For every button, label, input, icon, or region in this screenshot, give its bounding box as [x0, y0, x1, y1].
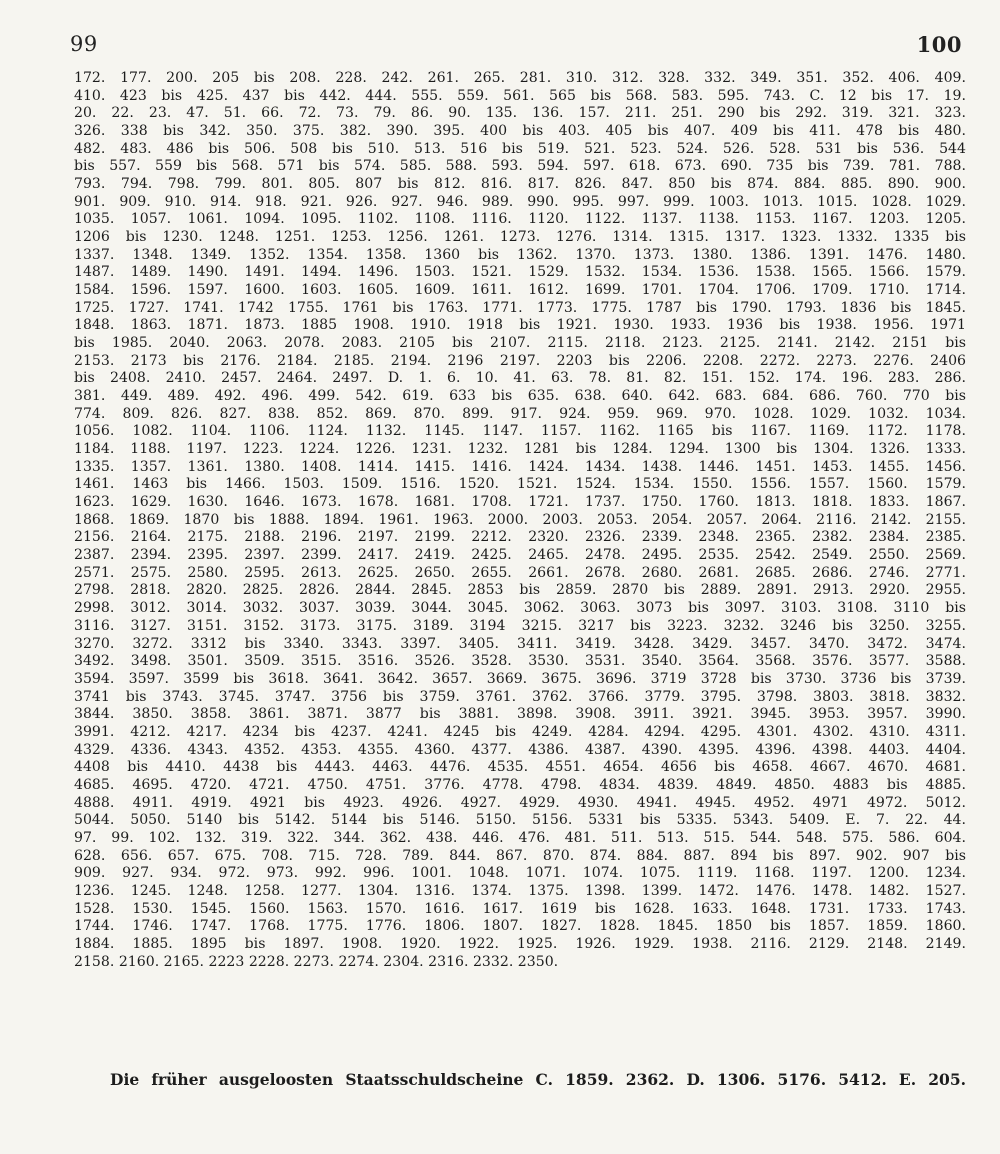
- left-page-number: 99: [70, 32, 98, 56]
- text-line: 1487. 1489. 1490. 1491. 1494. 1496. 1503. 1521. 1529. 1532. 1534. 1536. 1538. 1565. 1566. 1579.: [74, 264, 966, 281]
- text-line: 3844. 3850. 3858. 3861. 3871. 3877 bis 3881. 3898. 3908. 3911. 3921. 3945. 3953. 3957. 3990.: [74, 706, 966, 723]
- text-line: 628. 656. 657. 675. 708. 715. 728. 789. 844. 867. 870. 874. 884. 887. 894 bis 897. 902. 907 bis: [74, 847, 966, 864]
- text-line: 410. 423 bis 425. 437 bis 442. 444. 555. 559. 561. 565 bis 568. 583. 595. 743. C. 12 bis 17. 19.: [74, 87, 966, 104]
- text-line: 1337. 1348. 1349. 1352. 1354. 1358. 1360 bis 1362. 1370. 1373. 1380. 1386. 1391. 1476. 1480.: [74, 246, 966, 263]
- text-line: 793. 794. 798. 799. 801. 805. 807 bis 812. 816. 817. 826. 847. 850 bis 874. 884. 885. 890. 900.: [74, 176, 966, 193]
- text-line: 1335. 1357. 1361. 1380. 1408. 1414. 1415. 1416. 1424. 1434. 1438. 1446. 1451. 1453. 1455. 1456.: [74, 458, 966, 475]
- text-line: 326. 338 bis 342. 350. 375. 382. 390. 395. 400 bis 403. 405 bis 407. 409 bis 411. 478 bis 480.: [74, 123, 966, 140]
- text-line: 20. 22. 23. 47. 51. 66. 72. 73. 79. 86. 90. 135. 136. 157. 211. 251. 290 bis 292. 319. 321. 323.: [74, 105, 966, 122]
- text-line: 1744. 1746. 1747. 1768. 1775. 1776. 1806. 1807. 1827. 1828. 1845. 1850 bis 1857. 1859. 1860.: [74, 918, 966, 935]
- footer-note: Die früher ausgeloosten Staatsschuldscheine C. 1859. 2362. D. 1306. 5176. 5412. E. 205.: [110, 1070, 966, 1089]
- text-line: 3991. 4212. 4217. 4234 bis 4237. 4241. 4245 bis 4249. 4284. 4294. 4295. 4301. 4302. 4310. 4311.: [74, 723, 966, 740]
- text-line: 5044. 5050. 5140 bis 5142. 5144 bis 5146. 5150. 5156. 5331 bis 5335. 5343. 5409. E. 7. 22. 44.: [74, 812, 966, 829]
- text-line: 2571. 2575. 2580. 2595. 2613. 2625. 2650. 2655. 2661. 2678. 2680. 2681. 2685. 2686. 2746. 2771.: [74, 564, 966, 581]
- text-line: 4408 bis 4410. 4438 bis 4443. 4463. 4476. 4535. 4551. 4654. 4656 bis 4658. 4667. 4670. 4681.: [74, 759, 966, 776]
- text-line: 1056. 1082. 1104. 1106. 1124. 1132. 1145. 1147. 1157. 1162. 1165 bis 1167. 1169. 1172. 1178.: [74, 423, 966, 440]
- text-line: 2798. 2818. 2820. 2825. 2826. 2844. 2845. 2853 bis 2859. 2870 bis 2889. 2891. 2913. 2920. 2955.: [74, 582, 966, 599]
- text-line: bis 2408. 2410. 2457. 2464. 2497. D. 1. 6. 10. 41. 63. 78. 81. 82. 151. 152. 174. 196. 283. 286.: [74, 370, 966, 387]
- text-line: 3594. 3597. 3599 bis 3618. 3641. 3642. 3657. 3669. 3675. 3696. 3719 3728 bis 3730. 3736 bis 3739.: [74, 670, 966, 687]
- right-page-number: 100: [916, 32, 962, 57]
- text-line: 1584. 1596. 1597. 1600. 1603. 1605. 1609. 1611. 1612. 1699. 1701. 1704. 1706. 1709. 1710. 1714.: [74, 282, 966, 299]
- text-line: 1528. 1530. 1545. 1560. 1563. 1570. 1616. 1617. 1619 bis 1628. 1633. 1648. 1731. 1733. 1743.: [74, 900, 966, 917]
- text-line: 3116. 3127. 3151. 3152. 3173. 3175. 3189. 3194 3215. 3217 bis 3223. 3232. 3246 bis 3250. 3255.: [74, 617, 966, 634]
- text-line: 2156. 2164. 2175. 2188. 2196. 2197. 2199. 2212. 2320. 2326. 2339. 2348. 2365. 2382. 2384. 2385.: [74, 529, 966, 546]
- text-line: 1461. 1463 bis 1466. 1503. 1509. 1516. 1520. 1521. 1524. 1534. 1550. 1556. 1557. 1560. 1579.: [74, 476, 966, 493]
- text-line: 1184. 1188. 1197. 1223. 1224. 1226. 1231. 1232. 1281 bis 1284. 1294. 1300 bis 1304. 1326. 1333.: [74, 441, 966, 458]
- text-line: 1848. 1863. 1871. 1873. 1885 1908. 1910. 1918 bis 1921. 1930. 1933. 1936 bis 1938. 1956. 1971: [74, 317, 966, 334]
- text-line: 2153. 2173 bis 2176. 2184. 2185. 2194. 2196 2197. 2203 bis 2206. 2208. 2272. 2273. 2276. 2406: [74, 352, 966, 369]
- text-line: 3741 bis 3743. 3745. 3747. 3756 bis 3759. 3761. 3762. 3766. 3779. 3795. 3798. 3803. 3818. 3832.: [74, 688, 966, 705]
- text-line: 1868. 1869. 1870 bis 1888. 1894. 1961. 1963. 2000. 2003. 2053. 2054. 2057. 2064. 2116. 2142. 2155.: [74, 511, 966, 528]
- text-line: 482. 483. 486 bis 506. 508 bis 510. 513. 516 bis 519. 521. 523. 524. 526. 528. 531 bis 536. 544: [74, 140, 966, 157]
- text-line: 2387. 2394. 2395. 2397. 2399. 2417. 2419. 2425. 2465. 2478. 2495. 2535. 2542. 2549. 2550. 2569.: [74, 547, 966, 564]
- text-line: 2158. 2160. 2165. 2223 2228. 2273. 2274. 2304. 2316. 2332. 2350.: [74, 953, 559, 970]
- text-line: 1884. 1885. 1895 bis 1897. 1908. 1920. 1922. 1925. 1926. 1929. 1938. 2116. 2129. 2148. 2149.: [74, 935, 966, 952]
- text-line: 3270. 3272. 3312 bis 3340. 3343. 3397. 3405. 3411. 3419. 3428. 3429. 3457. 3470. 3472. 3474.: [74, 635, 966, 652]
- text-line: 4329. 4336. 4343. 4352. 4353. 4355. 4360. 4377. 4386. 4387. 4390. 4395. 4396. 4398. 4403. 4404.: [74, 741, 966, 758]
- text-line: 909. 927. 934. 972. 973. 992. 996. 1001. 1048. 1071. 1074. 1075. 1119. 1168. 1197. 1200. 1234.: [74, 865, 966, 882]
- text-line: bis 1985. 2040. 2063. 2078. 2083. 2105 bis 2107. 2115. 2118. 2123. 2125. 2141. 2142. 2151 bis: [74, 335, 966, 352]
- text-line: 172. 177. 200. 205 bis 208. 228. 242. 261. 265. 281. 310. 312. 328. 332. 349. 351. 352. 406. 409.: [74, 70, 966, 86]
- text-line: 2998. 3012. 3014. 3032. 3037. 3039. 3044. 3045. 3062. 3063. 3073 bis 3097. 3103. 3108. 3110 bis: [74, 600, 966, 617]
- text-line: 3492. 3498. 3501. 3509. 3515. 3516. 3526. 3528. 3530. 3531. 3540. 3564. 3568. 3576. 3577. 3588.: [74, 653, 966, 670]
- text-line: 4685. 4695. 4720. 4721. 4750. 4751. 3776. 4778. 4798. 4834. 4839. 4849. 4850. 4883 bis 4885.: [74, 776, 966, 793]
- text-line: 4888. 4911. 4919. 4921 bis 4923. 4926. 4927. 4929. 4930. 4941. 4945. 4952. 4971 4972. 5012.: [74, 794, 966, 811]
- text-line: 1236. 1245. 1248. 1258. 1277. 1304. 1316. 1374. 1375. 1398. 1399. 1472. 1476. 1478. 1482. 1527.: [74, 882, 966, 899]
- text-line: 1206 bis 1230. 1248. 1251. 1253. 1256. 1261. 1273. 1276. 1314. 1315. 1317. 1323. 1332. 1335 bis: [74, 229, 966, 246]
- text-line: 1623. 1629. 1630. 1646. 1673. 1678. 1681. 1708. 1721. 1737. 1750. 1760. 1813. 1818. 1833. 1867.: [74, 494, 966, 511]
- text-line: 1725. 1727. 1741. 1742 1755. 1761 bis 1763. 1771. 1773. 1775. 1787 bis 1790. 1793. 1836 bis 1845.: [74, 299, 966, 316]
- text-line: 774. 809. 826. 827. 838. 852. 869. 870. 899. 917. 924. 959. 969. 970. 1028. 1029. 1032. 1034.: [74, 405, 966, 422]
- number-list-body: [74, 70, 966, 971]
- text-line: 1035. 1057. 1061. 1094. 1095. 1102. 1108. 1116. 1120. 1122. 1137. 1138. 1153. 1167. 1203. 1205.: [74, 211, 966, 228]
- text-line: bis 557. 559 bis 568. 571 bis 574. 585. 588. 593. 594. 597. 618. 673. 690. 735 bis 739. 781. 788.: [74, 158, 966, 175]
- text-line: 901. 909. 910. 914. 918. 921. 926. 927. 946. 989. 990. 995. 997. 999. 1003. 1013. 1015. 1028. 1029.: [74, 193, 966, 210]
- text-line: 97. 99. 102. 132. 319. 322. 344. 362. 438. 446. 476. 481. 511. 513. 515. 544. 548. 575. 586. 604.: [74, 829, 966, 846]
- text-line: 381. 449. 489. 492. 496. 499. 542. 619. 633 bis 635. 638. 640. 642. 683. 684. 686. 760. 770 bis: [74, 388, 966, 405]
